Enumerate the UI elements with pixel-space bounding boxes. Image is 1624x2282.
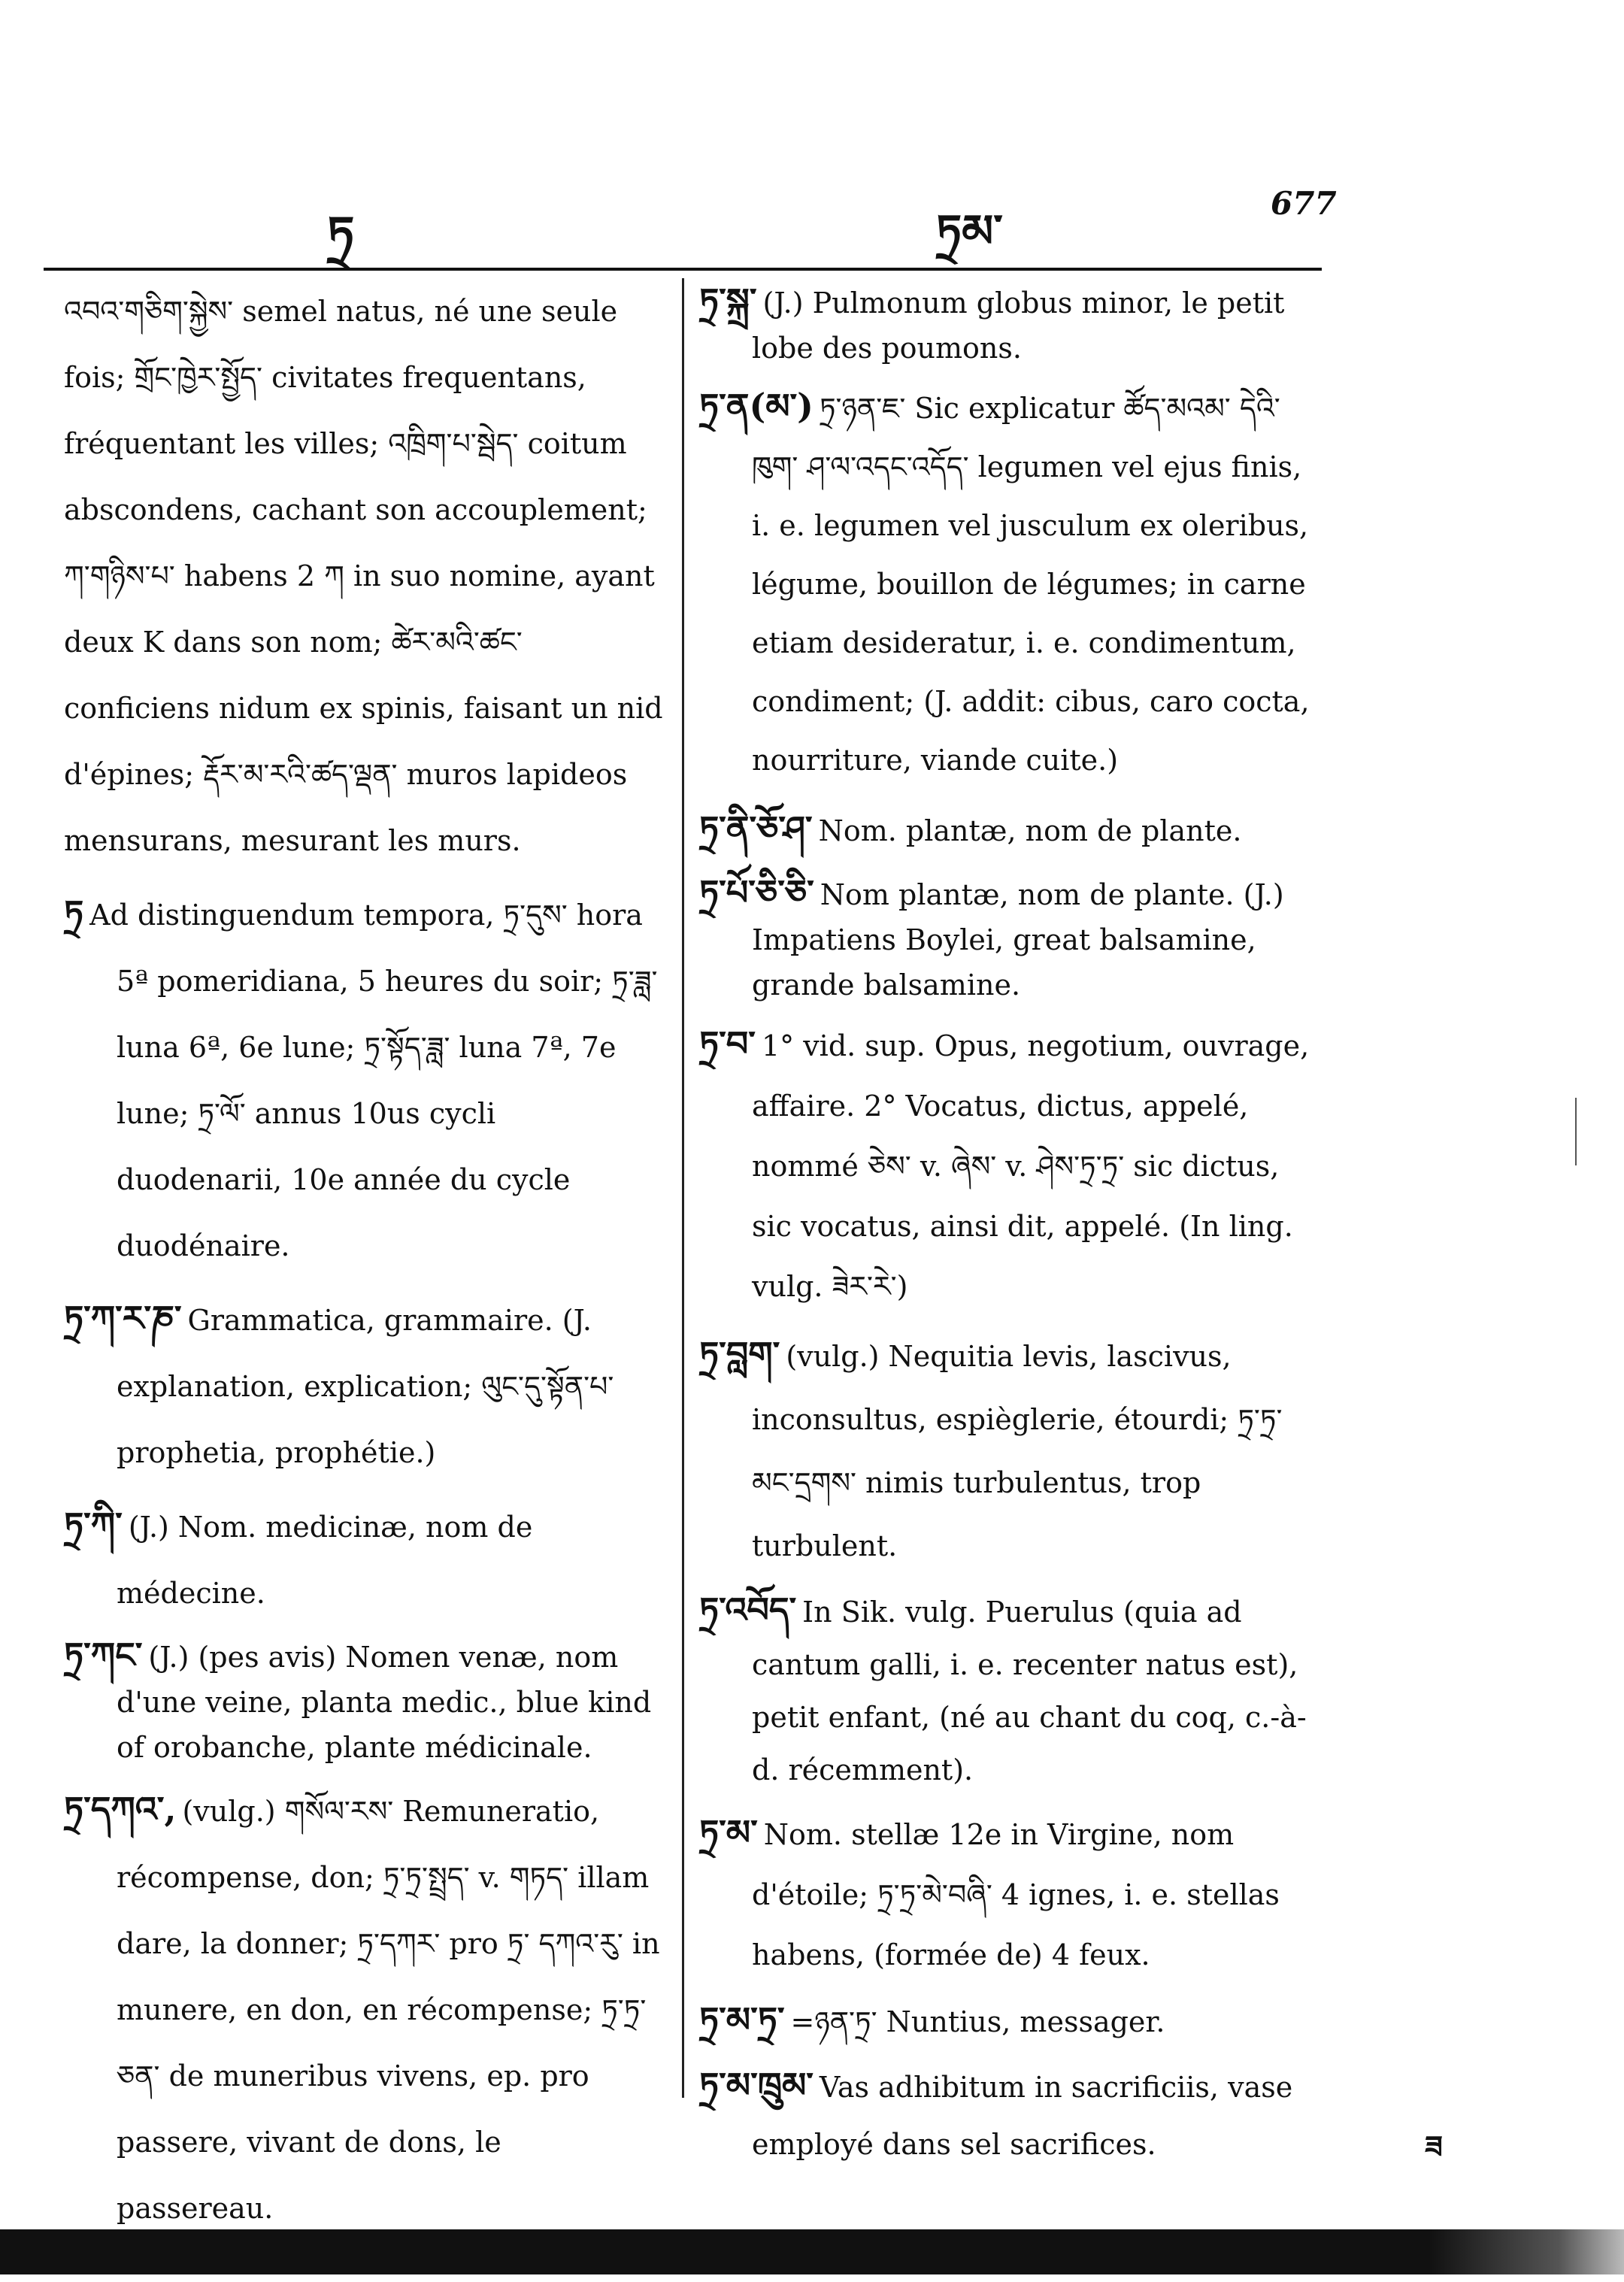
entry-text: 1° vid. sup. Opus, negotium, ouvrage, affaire. 2° Vocatus, dictus, appelé, nommé ཅེས་ v. ཞེས་ v. ཤེས་ཏྲ་ཏྲ་ sic dictus, sic vocatus, ainsi dit, appelé. (In ling. vulg. ཟེར་རེ་) bbox=[752, 1029, 1310, 1303]
signature-mark: ཟ bbox=[1425, 2129, 1443, 2165]
dictionary-entry bbox=[699, 1583, 1323, 1796]
entry-headword: ཏྲ་འབོད་ bbox=[699, 1590, 797, 1630]
left-column bbox=[64, 278, 665, 2247]
dictionary-entry bbox=[699, 278, 1323, 371]
entry-text: Grammatica, grammaire. (J. explanation, explication; ལུང་དུ་སྟོན་པ་ prophetia, prophétie.) bbox=[117, 1304, 614, 1469]
entry-headword: ཏྲ་ནི་ཅོ་ཤ་ bbox=[699, 808, 813, 849]
entry-headword: ཏྲ་ཀ་ར་ཎ་ bbox=[64, 1298, 182, 1338]
entry-text: འབའ་གཅིག་སྐྱེས་ semel natus, né une seule fois; གྲོང་ཁྱེར་སྤྱོད་ civitates frequentans, fréquentant les villes; འཁྲིག་པ་སྦེད་ coitum abscondens, cachant son accouplement; ཀ་གཉིས་པ་ habens 2 ཀ in suo nomine, ayant deux K dans son nom; ཚེར་མའི་ཚང་ conficiens nidum ex spinis, faisant un nid d'épines; རྡོར་མ་རའི་ཚད་ལྡན་ muros lapideos mensurans, mesurant les murs. bbox=[64, 295, 663, 857]
entry-text: (vulg.) གསོལ་རས་ Remuneratio, récompense, don; ཏྲ་ཏྲ་སྤྲད་ v. གཏད་ illam dare, la donner; ཏྲ་དཀར་ pro ཏྲ་ དཀའ་རུ་ in munere, en don, en récompense; ཏྲ་ཏྲ་ཅན་ de muneribus vivens, ep. pro passere, vivant de dons, le passereau. bbox=[117, 1795, 660, 2225]
entry-headword: ཏྲ་པོ་ཅི་ཅི་ bbox=[699, 872, 814, 913]
entry-text: (J.) Pulmonum globus minor, le petit lobe des poumons. bbox=[752, 286, 1285, 365]
dictionary-entry bbox=[64, 880, 665, 1279]
dictionary-entry bbox=[699, 1323, 1323, 1577]
dictionary-entry bbox=[699, 377, 1323, 789]
entry-headword: ཏྲ bbox=[64, 892, 84, 933]
page-header bbox=[0, 180, 1624, 262]
entry-headword: ཏྲ་ཀི་ bbox=[64, 1505, 123, 1545]
entry-headword: ཏྲ་མ་ bbox=[699, 1812, 758, 1853]
entry-text: Vas adhibitum in sacrificiis, vase employé dans sel sacrifices. bbox=[752, 2071, 1293, 2161]
entry-text: (J.) (pes avis) Nomen venæ, nom d'une veine, planta medic., blue kind of orobanche, plante médicinale. bbox=[117, 1641, 652, 1764]
entry-headword: ཏྲ་མ་ཁྲུམ་ bbox=[699, 2065, 814, 2105]
dictionary-entry bbox=[64, 1492, 665, 1626]
entry-headword: ཏྲ་བླག་ bbox=[699, 1334, 780, 1374]
entry-headword: ཏྲ་ཀང་ bbox=[64, 1635, 143, 1675]
entry-headword: ཏྲ་བ་ bbox=[699, 1023, 756, 1064]
column-divider bbox=[682, 278, 684, 2098]
header-left-letter: ཏྲ bbox=[327, 206, 355, 262]
margin-mark bbox=[1575, 1098, 1577, 1165]
dictionary-entry bbox=[64, 278, 665, 874]
header-center-word: ཏྲམ་ bbox=[936, 205, 1003, 258]
entry-headword: ཏྲ་ན(མ་) bbox=[699, 386, 814, 426]
dictionary-entry bbox=[699, 1014, 1323, 1317]
entry-text: In Sik. vulg. Puerulus (quia ad cantum galli, i. e. recenter natus est), petit enfant, (né au chant du coq, c.-à-d. récemment). bbox=[752, 1596, 1307, 1787]
dictionary-entry bbox=[64, 1632, 665, 1770]
dictionary-entry bbox=[699, 796, 1323, 864]
entry-text: Ad distinguendum tempora, ཏྲ་དུས་ hora 5ª pomeridiana, 5 heures du soir; ཏྲ་ཟླ་ luna 6ª, 6e lune; ཏྲ་སྟོད་ཟླ་ luna 7ª, 7e lune; ཏྲ་ལོ་ annus 10us cycli duodenarii, 10e année du cycle duodénaire. bbox=[89, 899, 658, 1262]
entry-headword: ཏྲ་སྐྲ་ bbox=[699, 280, 757, 321]
scan-edge-band bbox=[0, 2229, 1624, 2274]
entry-text: Nom. plantæ, nom de plante. bbox=[818, 814, 1242, 847]
entry-text: (J.) Nom. medicinæ, nom de médecine. bbox=[117, 1511, 533, 1610]
right-column bbox=[699, 278, 1323, 2179]
entry-text: (vulg.) Nequitia levis, lascivus, inconsultus, espièglerie, étourdi; ཏྲ་ཏྲ་ མང་དྲགས་ nimis turbulentus, trop turbulent. bbox=[752, 1340, 1283, 1562]
entry-text: ཏྲ་ཉན་ཇ་ Sic explicatur ཚོད་མའམ་ དེའི་ཁུག་ ཤ་ལ་འདང་འདོད་ legumen vel ejus finis, i. e. legumen vel jusculum ex oleribus, légume, bouillon de légumes; in carne etiam desideratur, i. e. condimentum, condiment; (J. addit: cibus, caro cocta, nourriture, viande cuite.) bbox=[752, 392, 1310, 777]
entry-text: =ཉན་ཏྲ་ Nuntius, messager. bbox=[790, 2005, 1165, 2038]
page-number: 677 bbox=[1271, 185, 1337, 222]
dictionary-entry bbox=[64, 1285, 665, 1486]
entry-text: Nom. stellæ 12e in Virgine, nom d'étoile; ཏྲ་ཏྲ་མེ་བཞི་ 4 ignes, i. e. stellas habens, (formée de) 4 feux. bbox=[752, 1818, 1280, 1971]
entry-headword: ཏྲ་མ་ཏྲ་ bbox=[699, 1999, 785, 2040]
dictionary-entry bbox=[699, 870, 1323, 1008]
dictionary-entry bbox=[699, 2056, 1323, 2173]
dictionary-entry bbox=[699, 1991, 1323, 2050]
header-rule bbox=[44, 268, 1322, 271]
dictionary-entry bbox=[699, 1802, 1323, 1985]
entry-text: Nom plantæ, nom de plante. (J.) Impatiens Boylei, great balsamine, grande balsamine. bbox=[752, 878, 1284, 1002]
dictionary-entry bbox=[64, 1776, 665, 2241]
entry-headword: ཏྲ་དཀའ་, bbox=[64, 1789, 177, 1829]
